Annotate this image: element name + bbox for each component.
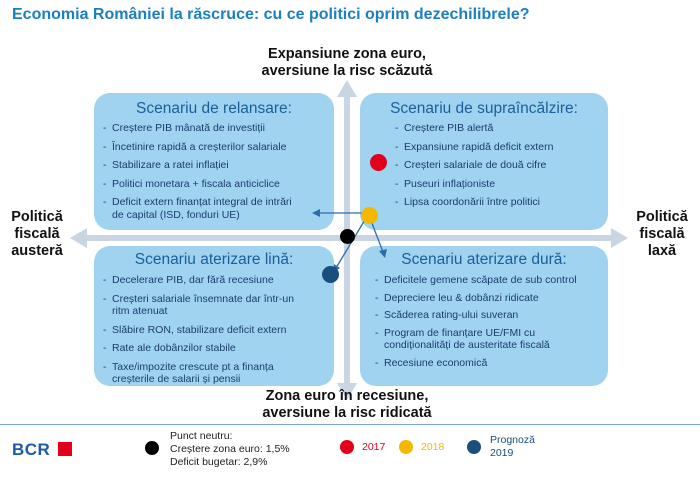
list-item: - Depreciere leu & dobânzi ridicate <box>374 292 600 305</box>
trajectory-arrowhead-dura <box>379 249 387 258</box>
footer-divider <box>0 424 700 425</box>
legend-neutral-line: Creștere zona euro: 1,5% <box>170 443 290 455</box>
vertical-axis-arrow-up <box>337 80 357 97</box>
legend-neutral-line: Punct neutru: <box>170 430 233 442</box>
axis-label-right-line: laxă <box>647 243 677 259</box>
legend-2018-label: 2018 <box>421 441 445 453</box>
quadrant-title-supraincalzire: Scenariu de supraîncălzire: <box>390 100 578 117</box>
legend-2017-dot <box>340 440 354 454</box>
bcr-logo-text: BCR <box>12 440 51 459</box>
list-item: - Creștere PIB mânată de investiții <box>102 122 326 135</box>
list-item: - Politici monetara + fiscala anticiclice <box>102 178 326 191</box>
list-item: - Creștere PIB alertă <box>394 122 600 135</box>
page-title: Economia României la răscruce: cu ce politici oprim dezechilibrele? <box>12 6 530 23</box>
list-item: - Încetinire rapidă a creșterilor salariale <box>102 141 326 154</box>
legend-neutral-line: Deficit bugetar: 2,9% <box>170 456 268 468</box>
quadrant-title-relansare: Scenariu de relansare: <box>136 100 292 117</box>
axis-label-right-line: Politică <box>636 209 688 225</box>
list-item: - Expansiune rapidă deficit extern <box>394 141 600 154</box>
list-item: - Program de finanțare UE/FMI cu condiționalități de austeritate fiscală <box>374 327 599 352</box>
list-item: - Slăbire RON, stabilizare deficit extern <box>102 324 326 337</box>
point-forecast-2019 <box>322 266 339 283</box>
list-item: - Lipsa coordonării între politici <box>394 196 600 209</box>
horizontal-axis-arrow-right <box>611 228 628 248</box>
bcr-logo <box>12 440 72 460</box>
horizontal-axis-arrow-left <box>70 228 87 248</box>
list-item: - Recesiune economică <box>374 357 600 370</box>
axis-label-left-line: fiscală <box>14 226 60 242</box>
list-item: - Deficit extern finanțat integral de intrări de capital (ISD, fonduri UE) <box>102 196 302 221</box>
axis-label-left <box>4 209 70 260</box>
list-item: - Rate ale dobânzilor stabile <box>102 342 326 355</box>
list-item: - Taxe/impozite crescute pt a finanța creșterile de salarii și pensii <box>102 361 317 386</box>
point-2018 <box>361 207 378 224</box>
list-item: - Decelerare PIB, dar fără recesiune <box>102 274 326 287</box>
axis-label-bottom-line: aversiune la risc ridicată <box>262 405 432 421</box>
axis-label-right-line: fiscală <box>639 226 685 242</box>
list-item: - Creșteri salariale de două cifre <box>394 159 600 172</box>
list-item: - Puseuri inflaționiste <box>394 178 600 191</box>
quadrant-title-aterizare-dura: Scenariu aterizare dură: <box>401 251 567 268</box>
axis-label-top-line: Expansiune zona euro, <box>268 46 426 62</box>
legend-2018-dot <box>399 440 413 454</box>
list-item: - Stabilizare a ratei inflației <box>102 159 326 172</box>
axis-label-bottom-line: Zona euro în recesiune, <box>265 388 429 404</box>
list-item: - Creșteri salariale însemnate dar într-un ritm atenuat <box>102 293 312 318</box>
point-2017 <box>370 154 387 171</box>
legend-forecast-line: Prognoză <box>490 434 535 446</box>
legend-forecast-dot <box>467 440 481 454</box>
list-item: - Scăderea rating-ului suveran <box>374 309 600 322</box>
axis-label-top-line: aversiune la risc scăzută <box>261 63 433 79</box>
bcr-symbol-icon <box>58 442 72 456</box>
axis-label-bottom <box>232 388 462 422</box>
axis-label-left-line: austeră <box>11 243 63 259</box>
legend-forecast-label <box>490 434 535 460</box>
legend-neutral-dot <box>145 441 159 455</box>
axis-label-left-line: Politică <box>11 209 63 225</box>
legend-forecast-line: 2019 <box>490 447 514 459</box>
legend-2017-label: 2017 <box>362 441 386 453</box>
trajectory-arrowhead-relansare <box>312 209 320 217</box>
axis-label-top <box>232 46 462 80</box>
point-neutral <box>340 229 355 244</box>
axis-label-right <box>628 209 696 260</box>
list-item: - Deficitele gemene scăpate de sub control <box>374 274 579 287</box>
legend-neutral-text <box>170 430 290 469</box>
quadrant-title-aterizare-lina: Scenariu aterizare lină: <box>134 251 294 268</box>
